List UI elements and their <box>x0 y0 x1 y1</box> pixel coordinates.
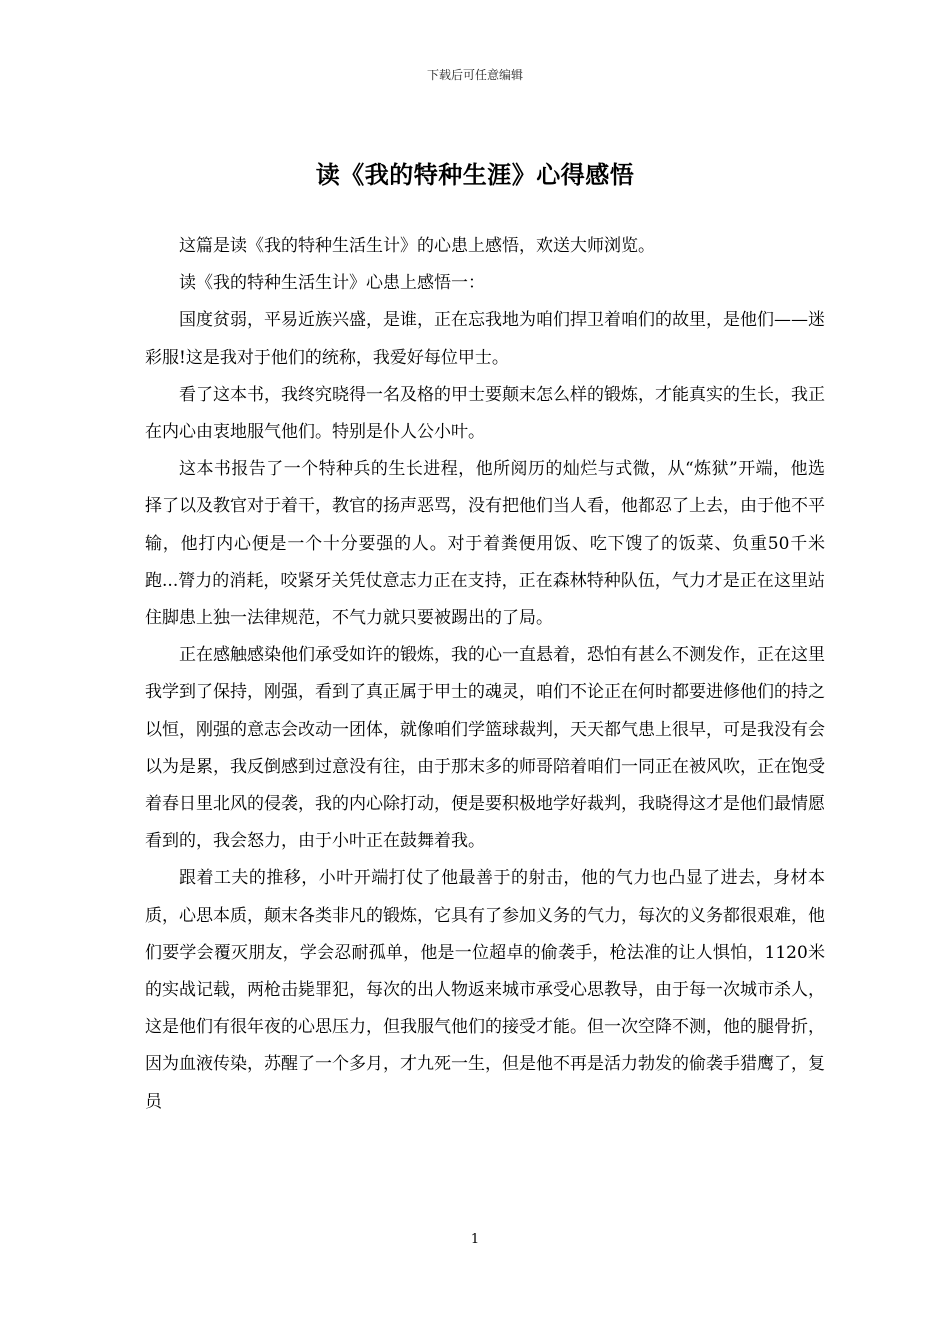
paragraph: 这篇是读《我的特种生活生计》的心患上感悟，欢送大师浏览。 <box>179 236 655 256</box>
paragraph: 读《我的特种生活生计》心患上感悟一： <box>179 273 485 294</box>
document-body <box>145 228 825 1121</box>
header-note: 下载后可任意编辑 <box>426 68 523 82</box>
paragraph: 看了这本书，我终究晓得一名及格的甲士要颠末怎么样的锻炼，才能真实的生长，我正在内心由衷地服气他们。特别是仆人公小叶。 <box>145 384 825 443</box>
paragraph: 跟着工夫的推移，小叶开端打仗了他最善于的射击，他的气力也凸显了进去，身材本质，心思本质，颠末各类非凡的锻炼，它具有了参加义务的气力，每次的义务都很艰难，他们要学会覆灭朋友，学会忍耐孤单，他是一位超卓的偷袭手，枪法准的让人惧怕，1120米的实战记载，两枪击毙罪犯，每次的出人物返来城市承受心思教导，由于每一次城市杀人，这是他们有很年夜的心思压力，但我服气他们的接受才能。但一次空降不测，他的腿骨折，因为血液传染，苏醒了一个多月，才九死一生，但是他不再是活力勃发的偷袭手猎鹰了，复员 <box>145 868 825 1112</box>
document-title: 读《我的特种生涯》心得感悟 <box>315 160 635 189</box>
page-number: 1 <box>470 1232 480 1247</box>
paragraph: 这本书报告了一个特种兵的生长进程，他所阅历的灿烂与式微，从“炼狱”开端，他选择了以及教官对于着干，教官的扬声恶骂，没有把他们当人看，他都忍了上去，由于他不平输，他打内心便是一个十分要强的人。对于着粪便用饭、吃下馊了的饭菜、负重50千米跑...膂力的消耗，咬紧牙关凭仗意志力正在支持，正在森林特种队伍，气力才是正在这里站住脚患上独一法律规范，不气力就只要被踢出的了局。 <box>145 459 825 629</box>
paragraph: 国度贫弱，平易近族兴盛，是谁，正在忘我地为咱们捍卫着咱们的故里，是他们——迷彩服!这是我对于他们的统称，我爱好每位甲士。 <box>145 310 825 368</box>
paragraph: 正在感触感染他们承受如许的锻炼，我的心一直悬着，恐怕有甚么不测发作，正在这里我学到了保持，刚强，看到了真正属于甲士的魂灵，咱们不论正在何时都要进修他们的持之以恒，刚强的意志会改动一团体，就像咱们学篮球裁判，天天都气患上很早，可是我没有会以为是累，我反倒感到过意没有往，由于那末多的师哥陪着咱们一同正在被风吹，正在饱受着春日里北风的侵袭，我的内心除打动，便是要积极地学好裁判，我晓得这才是他们最情愿看到的，我会怒力，由于小叶正在鼓舞着我。 <box>145 645 825 852</box>
